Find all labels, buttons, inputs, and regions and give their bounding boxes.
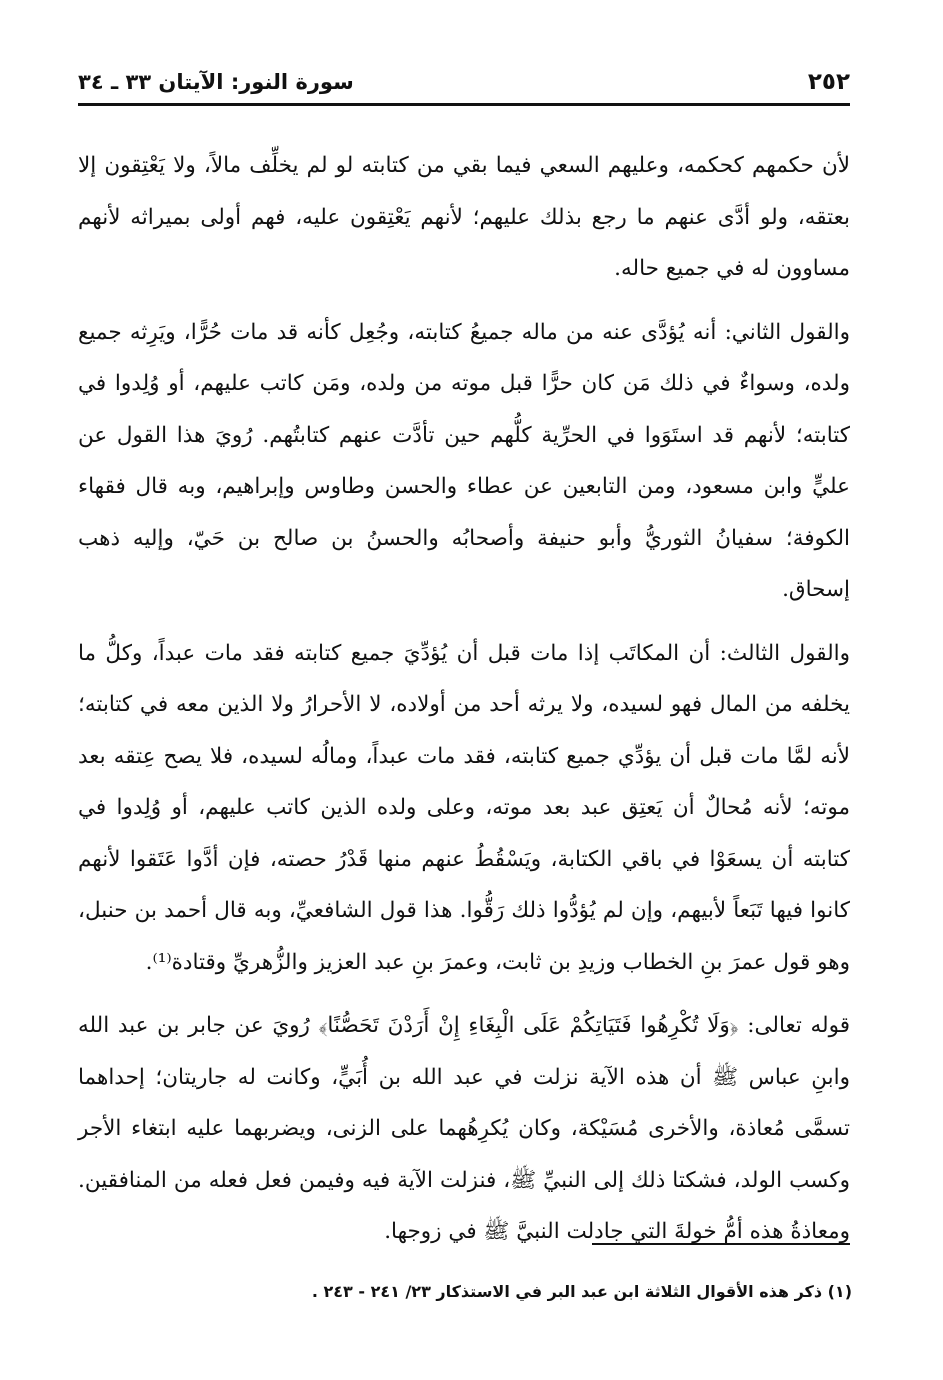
paragraph-1: لأن حكمهم كحكمه، وعليهم السعي فيما بقي من كتابته لو لم يخلِّف مالاً، ولا يَعْتِقون إلا بعتقه، ولو أدَّى عنهم ما رجع بذلك عليهم؛ لأنهم يَعْتِقون عليه، فهم أولى بميراثه لأنهم مساوون له في جميع حاله.: [78, 153, 850, 281]
running-title: سورة النور: الآيتان ٣٣ ـ ٣٤: [78, 70, 354, 94]
body-text: [78, 140, 850, 1270]
running-header: [78, 64, 850, 100]
paragraph-2: والقول الثاني: أنه يُؤدَّى عنه من ماله جميعُ كتابته، وجُعِل كأنه قد مات حُرًّا، ويَرِثه جميع ولده، وسواءٌ في ذلك مَن كان حرًّا قبل موته من ولده، ومَن كاتب عليهم، أو وُلِدوا في كتابته؛ لأنهم قد استَوَوا في الحرِّية كلُّهم حين تأدَّت عنهم كتابتُهم. رُويَ هذا القول عن عليٍّ وابن مسعود، ومن التابعين عن عطاء والحسن وطاوس وإبراهيم، وبه قال فقهاء الكوفة؛ سفيانُ الثوريُّ وأبو حنيفة وأصحابُه والحسنُ بن صالح بن حَيّ، وإليه ذهب إسحاق.: [78, 319, 850, 602]
header-rule: [78, 103, 850, 106]
page-number: ٢٥٢: [807, 69, 850, 95]
footnote: (١) ذكر هذه الأقوال الثلاثة ابن عبد البر في الاستذكار ٢٣/ ٢٤١ - ٢٤٣ .: [311, 1282, 852, 1301]
paragraph-3: والقول الثالث: أن المكاتَب إذا مات قبل أن يُؤدِّيَ جميع كتابته فقد مات عبداً، وكلُّ ما يخلفه من المال فهو لسيده، ولا يرثه أحد من أولاده، لا الأحرارُ ولا الذين معه في كتابته؛ لأنه لمَّا مات قبل أن يؤدِّي جميع كتابته، فقد مات عبداً، ومالُه لسيده، فلا يصح عِتقه بعد موته؛ لأنه مُحالٌ أن يَعتِق عبد بعد موته، وعلى ولده الذين كاتب عليهم، أو وُلِدوا في كتابته أن يسعَوْا في باقي الكتابة، ويَسْقُطُ عنهم منها قَدْرُ حصته، فإن أدَّوا عَتَقوا لأنهم كانوا فيها تَبَعاً لأبيهم، وإن لم يُؤدُّوا ذلك رَقُّوا. هذا قول الشافعيِّ، وبه قال أحمد بن حنبل، وهو قول عمرَ بنِ الخطاب وزيدِ بن ثابت، وعمرَ بنِ عبد العزيز والزُّهريِّ وقتادة⁽¹⁾.: [78, 640, 850, 975]
paragraph-4: قوله تعالى: ﴿وَلَا تُكْرِهُوا فَتَيَاتِكُمْ عَلَى الْبِغَاءِ إِنْ أَرَدْنَ تَحَصُّنًا﴾ رُويَ عن جابر بن عبد الله وابنِ عباس ﷺ أن هذه الآية نزلت في عبد الله بن أُبَيٍّ، وكانت له جاريتان؛ إحداهما تسمَّى مُعاذة، والأخرى مُسَيْكة، وكان يُكرِهُهما على الزنى، ويضربهما عليه ابتغاء الأجر وكسب الولد، فشكتا ذلك إلى النبيِّ ﷺ، فنزلت الآية فيه وفيمن فعل فعله من المنافقين. ومعاذةُ هذه أمُّ خولةَ التي جادلت النبيَّ ﷺ في زوجها.: [78, 1013, 850, 1244]
footnote-rule: [592, 1243, 850, 1245]
